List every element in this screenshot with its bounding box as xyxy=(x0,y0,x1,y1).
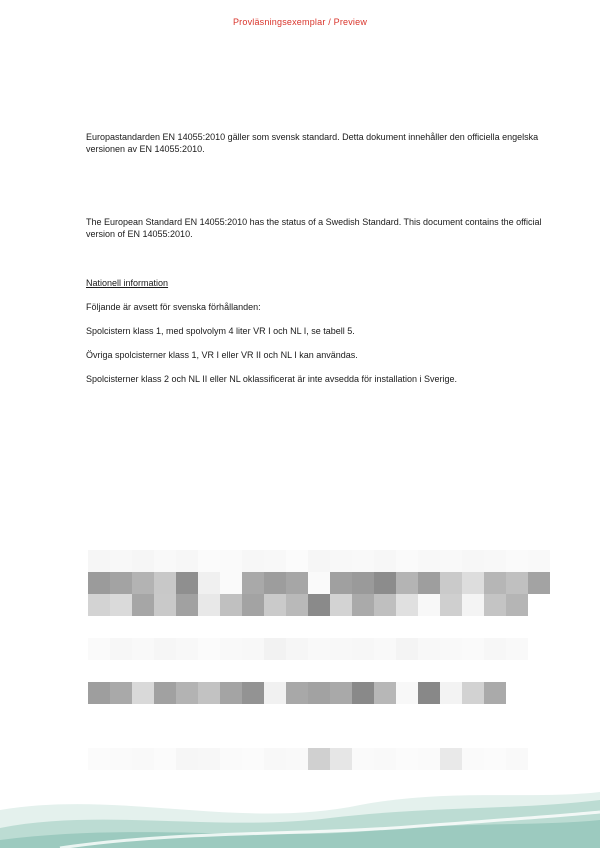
mosaic-cell xyxy=(418,638,440,660)
mosaic-cell xyxy=(462,550,484,572)
mosaic-cell xyxy=(154,550,176,572)
mosaic-cell xyxy=(88,594,110,616)
mosaic-cell xyxy=(88,638,110,660)
mosaic-cell xyxy=(374,550,396,572)
mosaic-cell xyxy=(308,638,330,660)
mosaic-cell xyxy=(440,682,462,704)
mosaic-cell xyxy=(88,550,110,572)
mosaic-cell xyxy=(462,682,484,704)
mosaic-cell xyxy=(352,638,374,660)
mosaic-cell xyxy=(374,594,396,616)
mosaic-cell xyxy=(462,572,484,594)
mosaic-cell xyxy=(220,682,242,704)
mosaic-cell xyxy=(88,748,110,770)
mosaic-cell xyxy=(396,748,418,770)
mosaic-cell xyxy=(308,572,330,594)
mosaic-cell xyxy=(110,638,132,660)
mosaic-cell xyxy=(462,748,484,770)
mosaic-cell xyxy=(264,572,286,594)
mosaic-cell xyxy=(330,572,352,594)
mosaic-cell xyxy=(440,550,462,572)
mosaic-cell xyxy=(418,572,440,594)
mosaic-cell xyxy=(374,682,396,704)
mosaic-cell xyxy=(308,748,330,770)
mosaic-cell xyxy=(440,594,462,616)
mosaic-cell xyxy=(286,594,308,616)
mosaic-cell xyxy=(242,572,264,594)
mosaic-cell xyxy=(484,682,506,704)
mosaic-cell xyxy=(528,638,550,660)
mosaic-cell xyxy=(264,748,286,770)
mosaic-cell xyxy=(374,638,396,660)
mosaic-cell xyxy=(308,550,330,572)
mosaic-cell xyxy=(330,638,352,660)
mosaic-cell xyxy=(308,682,330,704)
mosaic-cell xyxy=(242,550,264,572)
mosaic-cell xyxy=(330,594,352,616)
mosaic-cell xyxy=(176,748,198,770)
mosaic-cell xyxy=(374,572,396,594)
mosaic-cell xyxy=(440,748,462,770)
mosaic-cell xyxy=(88,682,110,704)
mosaic-cell xyxy=(132,638,154,660)
mosaic-cell xyxy=(330,550,352,572)
mosaic-cell xyxy=(110,748,132,770)
mosaic-cell xyxy=(176,638,198,660)
mosaic-cell xyxy=(506,682,528,704)
obscured-text-row xyxy=(88,682,550,704)
mosaic-cell xyxy=(484,572,506,594)
mosaic-cell xyxy=(154,638,176,660)
mosaic-cell xyxy=(352,550,374,572)
mosaic-cell xyxy=(506,638,528,660)
mosaic-cell xyxy=(132,748,154,770)
obscured-text-row xyxy=(88,748,550,770)
mosaic-cell xyxy=(242,682,264,704)
preview-watermark-label: Provläsningsexemplar / Preview xyxy=(232,17,368,27)
mosaic-cell xyxy=(198,638,220,660)
mosaic-cell xyxy=(528,594,550,616)
mosaic-cell xyxy=(462,638,484,660)
mosaic-cell xyxy=(330,682,352,704)
mosaic-cell xyxy=(396,550,418,572)
mosaic-cell xyxy=(528,550,550,572)
mosaic-cell xyxy=(176,572,198,594)
mosaic-cell xyxy=(220,638,242,660)
national-info-heading: Nationell information xyxy=(86,278,169,288)
mosaic-cell xyxy=(264,682,286,704)
mosaic-cell xyxy=(484,748,506,770)
mosaic-cell xyxy=(176,682,198,704)
mosaic-cell xyxy=(132,572,154,594)
mosaic-cell xyxy=(110,594,132,616)
mosaic-cell xyxy=(396,638,418,660)
mosaic-cell xyxy=(418,682,440,704)
mosaic-cell xyxy=(352,748,374,770)
mosaic-cell xyxy=(264,594,286,616)
mosaic-cell xyxy=(462,594,484,616)
mosaic-cell xyxy=(352,594,374,616)
national-info-line: Spolcisterner klass 2 och NL II eller NL oklassificerat är inte avsedda för installation i Sverige. xyxy=(86,374,458,384)
mosaic-cell xyxy=(286,572,308,594)
mosaic-cell xyxy=(396,682,418,704)
mosaic-cell xyxy=(396,572,418,594)
obscured-text-row xyxy=(88,572,550,594)
mosaic-cell xyxy=(242,594,264,616)
mosaic-cell xyxy=(242,748,264,770)
mosaic-cell xyxy=(528,748,550,770)
obscured-text-row xyxy=(88,550,550,572)
mosaic-cell xyxy=(88,572,110,594)
mosaic-cell xyxy=(220,748,242,770)
mosaic-cell xyxy=(110,682,132,704)
mosaic-cell xyxy=(286,682,308,704)
mosaic-cell xyxy=(154,594,176,616)
mosaic-cell xyxy=(110,550,132,572)
swedish-intro-paragraph: Europastandarden EN 14055:2010 gäller som svensk standard. Detta dokument innehåller den officiella engelska versionen av EN 14055:2010. xyxy=(86,132,539,154)
mosaic-cell xyxy=(220,594,242,616)
english-intro-paragraph: The European Standard EN 14055:2010 has the status of a Swedish Standard. This document contains the official version of EN 14055:2010. xyxy=(86,217,542,239)
mosaic-cell xyxy=(506,594,528,616)
obscured-text-row xyxy=(88,594,550,616)
mosaic-cell xyxy=(506,550,528,572)
mosaic-cell xyxy=(198,748,220,770)
mosaic-cell xyxy=(396,594,418,616)
mosaic-cell xyxy=(418,748,440,770)
mosaic-cell xyxy=(220,550,242,572)
mosaic-cell xyxy=(286,748,308,770)
mosaic-cell xyxy=(242,638,264,660)
mosaic-cell xyxy=(132,594,154,616)
mosaic-cell xyxy=(286,550,308,572)
mosaic-cell xyxy=(176,594,198,616)
mosaic-cell xyxy=(352,572,374,594)
mosaic-cell xyxy=(374,748,396,770)
mosaic-cell xyxy=(506,572,528,594)
national-info-line: Följande är avsett för svenska förhållanden: xyxy=(86,302,261,312)
national-info-line: Övriga spolcisterner klass 1, VR I eller VR II och NL I kan användas. xyxy=(86,350,358,360)
mosaic-cell xyxy=(440,572,462,594)
mosaic-cell xyxy=(220,572,242,594)
mosaic-cell xyxy=(440,638,462,660)
mosaic-cell xyxy=(176,550,198,572)
mosaic-cell xyxy=(528,572,550,594)
mosaic-cell xyxy=(484,638,506,660)
mosaic-cell xyxy=(418,550,440,572)
mosaic-cell xyxy=(110,572,132,594)
national-info-line: Spolcistern klass 1, med spolvolym 4 liter VR I och NL I, se tabell 5. xyxy=(86,326,355,336)
mosaic-cell xyxy=(198,594,220,616)
mosaic-cell xyxy=(330,748,352,770)
mosaic-cell xyxy=(264,550,286,572)
obscured-text-row xyxy=(88,638,550,660)
mosaic-cell xyxy=(352,682,374,704)
mosaic-cell xyxy=(154,682,176,704)
mosaic-cell xyxy=(154,572,176,594)
mosaic-cell xyxy=(198,550,220,572)
decorative-wave-footer xyxy=(0,770,600,848)
mosaic-cell xyxy=(418,594,440,616)
mosaic-cell xyxy=(484,550,506,572)
mosaic-cell xyxy=(484,594,506,616)
mosaic-cell xyxy=(308,594,330,616)
mosaic-cell xyxy=(154,748,176,770)
mosaic-cell xyxy=(132,682,154,704)
mosaic-cell xyxy=(286,638,308,660)
mosaic-cell xyxy=(198,572,220,594)
mosaic-cell xyxy=(132,550,154,572)
mosaic-cell xyxy=(264,638,286,660)
mosaic-cell xyxy=(506,748,528,770)
mosaic-cell xyxy=(198,682,220,704)
mosaic-cell xyxy=(528,682,550,704)
